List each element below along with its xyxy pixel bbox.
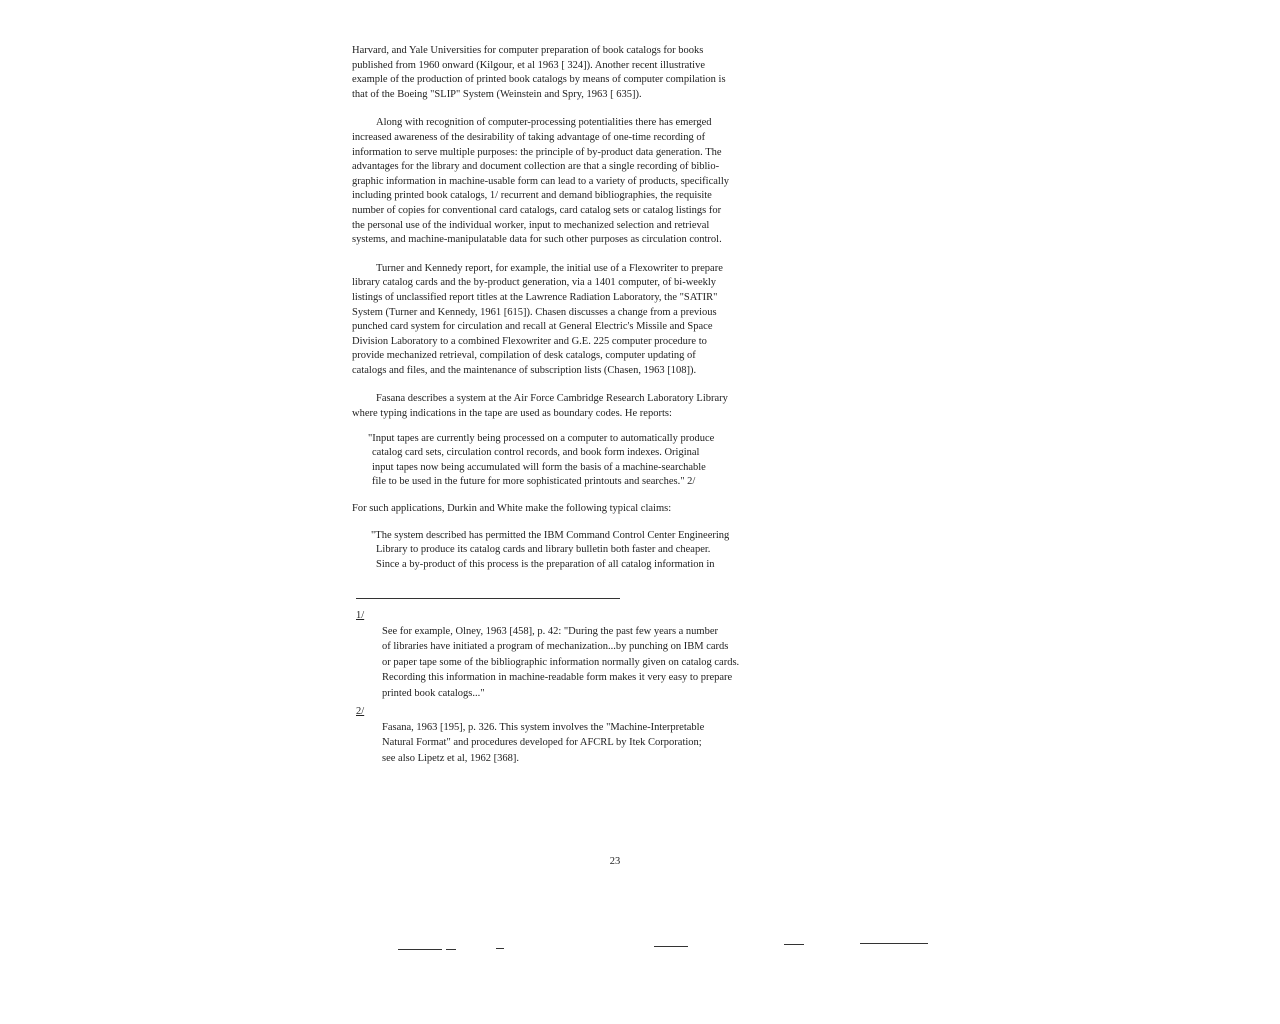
scan-artifact-line <box>860 943 928 944</box>
footnote-2-text: Fasana, 1963 [195], p. 326. This system involves the "Machine-Interpretable Natural Format" and procedures developed for AFCRL by Itek Corporation; see also Lipetz et al, 1962 [368]. <box>382 721 705 764</box>
paragraph-by-product-generation: Along with recognition of computer-processing potentialities there has emerged increased awareness of the desirability of taking advantage of one-time recording of information to serve multiple purposes: the principle of by-product data generation. The advantages for the library and document collection are that a single recording of biblio- graphic information in machine-usable form can lead to a variety of products, specifically including printed book catalogs, 1/ recurrent and demand bibliographies, the requisite number of copies for conventional card catalogs, card catalog sets or catalog listings for the personal use of the individual worker, input to mechanized selection and retrieval systems, and machine-manipulatable data for such other purposes as circulation control. <box>352 117 729 246</box>
footnote-2-mark: 2/ <box>356 706 365 717</box>
page-number: 23 <box>609 856 621 867</box>
paragraph-catalog-examples: Harvard, and Yale Universities for computer preparation of book catalogs for books published from 1960 onward (Kilgour, et al 1963 [ 324]). Another recent illustrative example of the production of printed book catalogs by means of computer compilation is that of the Boeing "SLIP" System (Weinstein and Spry, 1963 [ 635]). <box>352 45 726 100</box>
footnote-1 <box>356 608 876 701</box>
paragraph-durkin-white: For such applications, Durkin and White make the following typical claims: <box>352 503 672 515</box>
blockquote-fasana: "Input tapes are currently being processed on a computer to automatically produce catalog card sets, circulation control records, and book form indexes. Original input tapes now being accumulated will form the basis of a machine-searchable file to be used in the future for more sophisticated printouts and searches." 2/ <box>368 432 715 488</box>
paragraph-turner-kennedy: Turner and Kennedy report, for example, the initial use of a Flexowriter to prepare library catalog cards and the by-product generation, via a 1401 computer, of bi-weekly listings of unclassified report titles at the Lawrence Radiation Laboratory, the "SATIR" System (Turner and Kennedy, 1961 [615]). Chasen discusses a change from a previous punched card system for circulation and recall at General Electric's Missile and Space Division Laboratory to a combined Flexowriter and G.E. 225 computer procedure to provide mechanized retrieval, compilation of desk catalogs, computer updating of catalogs and files, and the maintenance of subscription lists (Chasen, 1963 [108]). <box>352 262 723 376</box>
footnote-1-text: See for example, Olney, 1963 [458], p. 42: "During the past few years a number of libraries have initiated a program of mechanization...by punching on IBM cards or paper tape some of the bibliographic information normally given on catalog cards. Recording this information in machine-readable form makes it very easy to prepare printed book catalogs..." <box>382 625 740 699</box>
footnote-2 <box>356 704 876 766</box>
footnote-1-mark: 1/ <box>356 610 365 621</box>
footnote-separator-rule <box>356 598 620 599</box>
scan-artifact-line <box>446 949 456 950</box>
page-body <box>352 44 872 572</box>
paragraph-fasana: Fasana describes a system at the Air Force Cambridge Research Laboratory Library where typing indications in the tape are used as boundary codes. He reports: <box>352 393 728 420</box>
scan-artifact-line <box>784 944 804 945</box>
scan-artifact-line <box>398 949 442 950</box>
scan-artifact-line <box>654 946 688 947</box>
blockquote-durkin-white: "The system described has permitted the IBM Command Control Center Engineering Library to produce its catalog cards and library bulletin both faster and cheaper. Since a by-product of this process is the preparation of all catalog information in <box>371 529 730 570</box>
scan-artifact-line <box>496 948 504 949</box>
